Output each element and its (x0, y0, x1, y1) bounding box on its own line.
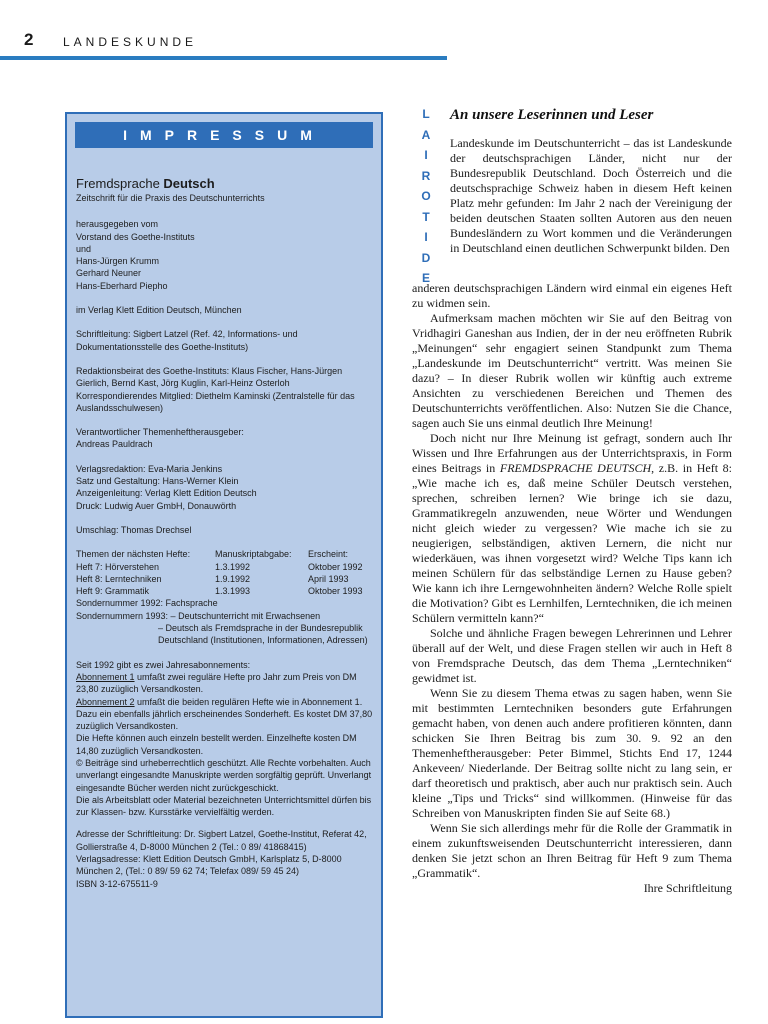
production-line: Anzeigenleitung: Verlag Klett Edition Deutsch (76, 488, 257, 499)
article-paragraph: Aufmerksam machen möchten wir Sie auf den Beitrag von Vridhagiri Ganeshan aus Indien, der in der neu eröffneten Rubrik „Meinungen“ sehr engagiert seinen Standpunkt zum Thema „Landeskunde im Deutschunterricht“ vertritt. Was meinen Sie dazu? – In dieser Rubrik wollen wir künftig auch extreme Ansichten zu verschiedenen Bereichen und Themen des Deutschunterrichts veröffentlichen. Also: Nutzen Sie die Chance, sagen auch Sie uns einmal deutlich Ihre Meinung! (412, 311, 732, 430)
header-rule (0, 56, 447, 60)
magazine-name-prefix: Fremdsprache (76, 176, 164, 191)
article-paragraph: Wenn Sie zu diesem Thema etwas zu sagen haben, wenn Sie mit bestimmten Lerntechniken besonders gute Erfahrungen gemacht haben, von denen auch andere profitieren könnten, dann schicken Sie Ihren Beitrag bis zum 30. 9. 92 an den Themenheftherausgeber: Peter Bimmel, Stichts End 17, 1244 Ankeveen/ Niederlande. Der Beitrag sollte nicht zu lang sein, er darf theoretisch und praktisch, aber auch nur praktisch sein. Auch kleine „Tips und Tricks“ sind willkommen. (Hinweise für das Schreiben von Manuskripten finden Sie auf Seite 68.) (412, 686, 732, 820)
advisory-text: Redaktionsbeirat des Goethe-Instituts: Klaus Fischer, Hans-Jürgen Gierlich, Bernd Kast, Jörg Kuglin, Karl-Heinz Osterloh (76, 365, 343, 389)
article-paragraph: Solche und ähnliche Fragen bewegen Lehrerinnen und Lehrer überall auf der Welt, und diese Fragen stellen wir auch in Heft 8 von Fremdsprache Deutsch, das dem Thema „Lerntechniken“ gewidmet ist. (412, 626, 732, 685)
isbn: ISBN 3-12-675511-9 (76, 878, 158, 889)
table-cell: Heft 9: Grammatik (76, 586, 150, 597)
editors-line: herausgegeben vom (76, 219, 159, 230)
magazine-name-bold: Deutsch (163, 176, 215, 191)
editorial-letter: R (421, 168, 431, 183)
article-body (412, 281, 732, 896)
editorial-letter: L (422, 107, 430, 121)
theme-editor-name: Andreas Pauldrach (76, 439, 153, 450)
table-header: Erscheint: (308, 549, 349, 560)
production-line: Verlagsredaktion: Eva-Maria Jenkins (76, 463, 223, 474)
abo1-label: Abonnement 1 (76, 671, 135, 682)
table-cell: Oktober 1993 (308, 586, 363, 597)
cover-credit: Umschlag: Thomas Drechsel (76, 524, 192, 535)
article-paragraph (412, 431, 732, 626)
table-header: Manuskriptabgabe: (215, 549, 292, 560)
production-line: Satz und Gestaltung: Hans-Werner Klein (76, 476, 239, 487)
signature: Ihre Schriftleitung (643, 881, 732, 895)
advisory-board (76, 365, 376, 414)
table-cell: Oktober 1992 (308, 561, 363, 572)
paragraph-part: Doch nicht nur Ihre Meinung ist gefragt, sondern auch Ihr Wissen und Ihre Erfahrungen aus der Unterrichtspraxis, in Form eines Beitrags in (412, 431, 732, 475)
table-cell: April 1993 (308, 573, 349, 584)
editorial-letter: A (421, 127, 431, 142)
editors-line: Hans-Eberhard Piepho (76, 280, 168, 291)
editorial-vertical-label (418, 104, 434, 289)
editor-address: Adresse der Schriftleitung: Dr. Sigbert Latzel, Goethe-Institut, Referat 42, Gollierstraße 4, D-8000 München 2 (Tel.: 0 89/ 41868415) (76, 829, 367, 852)
editorial-letter: T (422, 209, 430, 224)
abo2-label: Abonnement 2 (76, 696, 135, 707)
magazine-name (76, 176, 376, 192)
materials-note: Die als Arbeitsblatt oder Material bezeichneten Unterrichtsmittel dürfen bis zur Klassen- bzw. Kursstärke vervielfältig werden. (76, 794, 372, 818)
article-paragraph: anderen deutschsprachigen Ländern wird einmal ein eigenes Heft zu widmen sein. (412, 281, 732, 310)
table-header: Themen der nächsten Hefte: (76, 549, 191, 560)
editors-line: Gerhard Neuner (76, 268, 142, 279)
editors-line: und (76, 243, 92, 254)
editorial-letter: I (424, 230, 428, 244)
special-line: Sondernummer 1992: Fachsprache (76, 598, 218, 609)
editors-block (76, 218, 376, 292)
theme-editor (76, 426, 376, 451)
section-title: LANDESKUNDE (63, 35, 198, 49)
editorial-letter: D (421, 250, 431, 265)
article-paragraph: Wenn Sie sich allerdings mehr für die Rolle der Grammatik in einem zukunftsweisenden Deutschunterricht interessieren, dann denken Sie jetzt schon an Ihren Beitrag für Heft 9 zum Thema „Grammatik“. (412, 821, 732, 880)
addresses (76, 828, 376, 889)
impressum-box (65, 112, 383, 1018)
theme-editor-label: Verantwortlicher Themenheftherausgeber: (76, 427, 244, 438)
magazine-ref: FREMDSPRACHE DEUTSCH (499, 461, 652, 475)
production-line: Druck: Ludwig Auer GmbH, Donauwörth (76, 500, 237, 511)
copyright-note: © Beiträge sind urheberrechtlich geschützt. Alle Rechte vorbehalten. Auch unverlangt eingesandte Manuskripte werden sorgfältig geprüft. Unverlangt eingesandte Bücher werden nicht zurückgeschickt. (76, 757, 372, 793)
article-title: An unsere Leserinnen und Leser (450, 107, 654, 123)
table-cell: Heft 8: Lerntechniken (76, 573, 162, 584)
editors-line: Hans-Jürgen Krumm (76, 256, 160, 267)
subs-intro: Seit 1992 gibt es zwei Jahresabonnements: (76, 659, 251, 670)
publisher-address: Verlagsadresse: Klett Edition Deutsch GmbH, Karlsplatz 5, D-8000 München 2, (Tel.: 0 89/ 59 62 74; Telefax 089/ 59 45 24) (76, 854, 342, 877)
editors-line: Vorstand des Goethe-Instituts (76, 231, 195, 242)
special-issues (76, 597, 376, 646)
subscriptions (76, 659, 376, 819)
editorial-letter: O (421, 189, 431, 203)
editorial-staff: Schriftleitung: Sigbert Latzel (Ref. 42, Informations- und Dokumentationsstelle des Goethe-Instituts) (76, 329, 298, 352)
special-line: Sondernummern 1993: – Deutschunterricht mit Erwachsenen (76, 610, 321, 621)
corresponding-member: Korrespondierendes Mitglied: Diethelm Kaminski (Zentralstelle für das Auslandsschulwesen) (76, 390, 355, 413)
table-cell: 1.9.1992 (215, 573, 251, 584)
single-issues: Die Hefte können auch einzeln bestellt werden. Einzelhefte kosten DM 14,80 zuzüglich Versandkosten. (76, 733, 357, 756)
table-cell: 1.3.1992 (215, 561, 251, 572)
impressum-body (76, 176, 376, 902)
paragraph-part: , z.B. in Heft 8: „Wie mache ich es, daß meine Schüler Deutsch verstehen, sprechen, schreiben lernen? Wie bringe ich sie dazu, Grammatikregeln anzuwenden, neue Wörter und Wendungen nicht gleich wieder zu vergessen? Wie mache ich sie zu neugierigen, selbständigen, aktiven Lernern, die nicht nur wiederkäuen, was ihnen vorgesetzt wird? Welche Tips kann ich meinen Schülern für das selbständige Lernen zu Hause geben? Wie kann ich ihre Lerngewohnheiten ändern? Welche Rolle spielt die Motivation? Gibt es Lernhilfen, Lerntechniken, die ich meinen Schülern vermitteln kann?“ (412, 461, 732, 625)
page-number: 2 (24, 30, 34, 49)
special-line: – Deutsch als Fremdsprache in der Bundesrepublik (158, 623, 363, 634)
special-line: Deutschland (Institutionen, Informationen, Adressen) (158, 635, 368, 646)
editorial-letter: E (421, 271, 430, 285)
production-credits (76, 463, 376, 512)
abo1-text: umfaßt zwei reguläre Hefte pro Jahr zum Preis von DM 23,80 zuzüglich Versandkosten. (76, 671, 357, 695)
impressum-title: IMPRESSUM (75, 122, 373, 148)
magazine-subtitle: Zeitschrift für die Praxis des Deutschunterrichts (76, 193, 265, 203)
table-cell: Heft 7: Hörverstehen (76, 561, 160, 572)
table-cell: 1.3.1993 (215, 586, 251, 597)
editorial-letter: I (424, 148, 428, 162)
publisher-line: im Verlag Klett Edition Deutsch, München (76, 305, 242, 316)
article-intro: Landeskunde im Deutschunterricht – das ist Landeskunde der deutschsprachigen Länder, nicht nur der Bundesrepublik Deutschland. Doch Österreich und die deutschsprachige Schweiz haben in diesem Heft keinen Platz mehr gefunden: Im Jahr 2 nach der Vereinigung der beiden deutschen Staaten sollten Autoren aus den neuen Bundesländern zu Wort kommen und die Veränderungen in Deutschland einen deutlichen Schwerpunkt bilden. Den (450, 136, 732, 255)
issues-table (76, 548, 376, 597)
page-header (0, 0, 768, 60)
abo2-text: umfaßt die beiden regulären Hefte wie in Abonnement 1. Dazu ein ebenfalls jährlich erscheinendes Sonderheft. Es kostet DM 37,80 zuzüglich Versandkosten. (76, 696, 373, 732)
